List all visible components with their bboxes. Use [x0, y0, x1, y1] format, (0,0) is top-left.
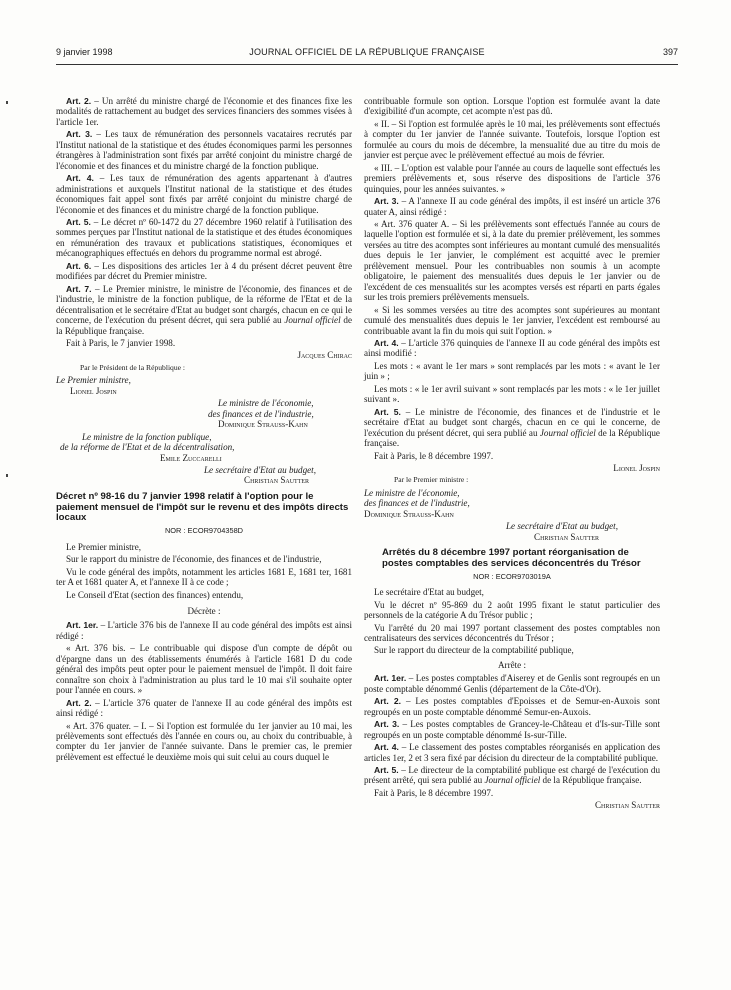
- page-header: [56, 47, 678, 61]
- arrete-article-4: Art. 4. – Le classement des postes comptables réorganisés en application des articles 1er, 2 et 3 sera fixé par décision du directeur de la comptabilité publique.: [364, 742, 660, 763]
- sb-name-right: Christian Sautter: [534, 531, 600, 542]
- eco-title-2: des finances et de l'industrie,: [208, 408, 314, 419]
- article-6: Art. 6. – Les dispositions des articles 1er à 4 du présent décret peuvent être modifiées par décret du Premier ministre.: [56, 260, 352, 282]
- article-3-quote-1: « Art. 376 quater A. – Si les prélèvements sont effectués l'année au cours de laquelle l'option est formulée et si, à la date du premier prélèvement, les sommes versées au titre des acomptes sont inférieures au montant cumulé des mensualités dues depuis le 1er janvier, le complément est acquitté avec le premier prélèvement mensuel. Pour les contribuables non soumis à un acompte obligatoire, le paiement des mensualités dues depuis le 1er janvier ou de l'excédent de ces mensualités sur les acomptes versés est réparti en parts égales sur les trois premiers prélèvements mensuels.: [364, 218, 660, 303]
- article-4-line-1: Les mots : « avant le 1er mars » sont remplacés par les mots : « avant le 1er juin » ;: [364, 360, 660, 382]
- article-4-right: Art. 4. – L'article 376 quinquies de l'annexe II au code général des impôts est ainsi modifié :: [364, 337, 660, 359]
- article-2: Art. 2. – Un arrêté du ministre chargé de l'économie et des finances fixe les modalités de rattachement au budget des services financiers des sommes visées à l'article 1er.: [56, 96, 352, 127]
- decrete: Décrète :: [187, 605, 221, 616]
- eco-name: Dominique Strauss-Kahn: [218, 419, 308, 430]
- arrete-article-2: Art. 2. – Les postes comptables d'Epoisses et de Semur-en-Auxois sont regroupés en un poste comptable dénommé Semur-en-Auxois.: [364, 696, 660, 717]
- sb-name: Christian Sautter: [244, 475, 310, 486]
- header-rule: [56, 64, 678, 65]
- eco-name-right: Dominique Strauss-Kahn: [364, 508, 454, 519]
- arretes-visa-3: Sur le rapport du directeur de la comptabilité publique,: [374, 645, 574, 656]
- journal-title: JOURNAL OFFICIEL DE LA RÉPUBLIQUE FRANÇAISE: [249, 47, 485, 57]
- arrete: Arrête :: [497, 659, 527, 670]
- article-7: Art. 7. – Le Premier ministre, le ministre de l'économie, des finances et de l'industrie, le ministre de la fonction publique, de la réforme de l'Etat et de la décentralisation et le secrétaire d'Etat au budget sont chargés, chacun en ce qui le concerne, de l'exécution du présent décret, qui sera publié au Journal officiel de la République française.: [56, 283, 352, 336]
- sb-title: Le secrétaire d'Etat au budget,: [204, 464, 316, 475]
- article-5-right: Art. 5. – Le ministre de l'économie, des finances et de l'industrie et le secrétaire d'Etat au budget sont chargés, chacun en ce qui le concerne, de l'exécution du présent décret, qui sera publié au Journal officiel de la République française.: [364, 406, 660, 449]
- decree-article-1: Art. 1er. – L'article 376 bis de l'annexe II au code général des impôts est ainsi rédigé :: [56, 620, 352, 641]
- arrete-article-5: Art. 5. – Le directeur de la comptabilité publique est chargé de l'exécution du présent arrêté, qui sera publié au Journal officiel de la République française.: [364, 764, 660, 786]
- fp-title-2: de la réforme de l'Etat et de la décentralisation,: [60, 442, 235, 453]
- signature-sautter: Christian Sautter: [594, 800, 660, 811]
- article-3-right: Art. 3. – A l'annexe II au code général des impôts, il est inséré un article 376 quater A, ainsi rédigé :: [364, 196, 660, 217]
- arretes-visa-1: Vu le décret nº 95-869 du 2 août 1995 fixant le statut particulier des personnels de la catégorie A du Trésor public ;: [364, 599, 660, 621]
- eco-title-1: Le ministre de l'économie,: [218, 398, 314, 409]
- decree-visa-1: Sur le rapport du ministre de l'économie, des finances et de l'industrie,: [66, 554, 322, 565]
- par-le-premier-ministre: Par le Premier ministre :: [394, 475, 469, 485]
- arrete-article-1: Art. 1er. – Les postes comptables d'Aiserey et de Genlis sont regroupés en un poste comptable dénommé Genlis (département de la Côte-d'Or).: [364, 673, 660, 694]
- arretes-nor: NOR : ECOR9703019A: [473, 571, 551, 581]
- par-le-president: Par le Président de la République :: [80, 362, 186, 372]
- signature-chirac: Jacques Chirac: [297, 350, 352, 361]
- fait-a-paris-arrete: Fait à Paris, le 8 décembre 1997.: [374, 787, 494, 798]
- arretes-p1: Le secrétaire d'Etat au budget,: [374, 587, 484, 598]
- header-date: 9 janvier 1998: [56, 47, 113, 57]
- article-5: Art. 5. – Le décret nº 60-1472 du 27 décembre 1960 relatif à l'utilisation des sommes perçues par l'Institut national de la statistique et des études économiques en rémunération des travaux et publications statistiques, économiques et mécanographiques effectués en dehors du programme normal est abrogé.: [56, 216, 352, 259]
- decree-visa-3: Le Conseil d'Etat (section des finances) entendu,: [66, 589, 244, 600]
- decree-pm: Le Premier ministre,: [66, 541, 142, 552]
- quote-iii: « III. – L'option est valable pour l'année au cours de laquelle sont effectués les premiers prélèvements et, sous réserve des dispositions de l'article 376 quinquies, pour les années suivantes. »: [364, 162, 660, 194]
- eco-title-2-right: des finances et de l'industrie,: [364, 498, 470, 509]
- margin-mark: [6, 474, 8, 477]
- quote-ii: « II. – Si l'option est formulée après le 10 mai, les prélèvements sont effectués à compter du 1er janvier de l'année suivante. Toutefois, lorsque l'option est formulée au cours du mois de décembre, la mensualité due au titre du mois de janvier est perçue avec le prélèvement effectué au mois de février.: [364, 118, 660, 161]
- article-3-quote-2: « Si les sommes versées au titre des acomptes sont supérieures au montant cumulé des mensualités dues depuis le 1er janvier, l'excédent est remboursé au contribuable avant la fin du mois qui suit l'option. »: [364, 304, 660, 336]
- decree-article-2-quote: « Art. 376 quater. – I. – Si l'option est formulée du 1er janvier au 10 mai, les prélèvements sont effectués dès l'année en cours ou, au choix du contribuable, à compter du 1er janvier de l'année suivante. Dans le premier cas, le premier prélèvement est effectué le deuxième mois qui suit celui au cours duquel le: [56, 720, 352, 762]
- article-4-line-2: Les mots : « le 1er avril suivant » sont remplacés par les mots : « le 1er juillet suivant ».: [364, 383, 660, 405]
- signature-jospin: Lionel Jospin: [613, 462, 660, 473]
- article-4: Art. 4. – Les taux de rémunération des agents appartenant à d'autres administrations et auxquels l'Institut national de la statistique et des études économiques fait appel sont fixés par arrêté conjoint du ministre chargé de l'économie et des finances et du ministre chargé de la fonction publique.: [56, 173, 352, 215]
- decree-article-2: Art. 2. – L'article 376 quater de l'annexe II au code général des impôts est ainsi rédigé :: [56, 697, 352, 719]
- fait-a-paris-right: Fait à Paris, le 8 décembre 1997.: [374, 450, 494, 461]
- page-number: 397: [662, 47, 678, 57]
- decree-title: Décret nº 98-16 du 7 janvier 1998 relatif à l'option pour le paiement mensuel de l'impôt sur le revenu et des impôts directs locaux: [56, 490, 349, 524]
- arretes-visa-2: Vu l'arrêté du 20 mai 1997 portant classement des postes comptables non centralisateurs des services déconcentrés du Trésor ;: [364, 622, 660, 643]
- continued-text: contribuable formule son option. Lorsque l'option est formulée avant la date d'exigibilité d'un acompte, cet acompte n'est pas dû.: [364, 96, 660, 117]
- decree-nor: NOR : ECOR9704358D: [164, 526, 244, 536]
- arrete-article-3: Art. 3. – Les postes comptables de Grancey-le-Château et d'Is-sur-Tille sont regroupés en un poste comptable dénommé Is-sur-Tille.: [364, 719, 660, 740]
- fp-title-1: Le ministre de la fonction publique,: [82, 431, 212, 442]
- pm-title: Le Premier ministre,: [56, 375, 131, 386]
- decree-article-1-quote: « Art. 376 bis. – Le contribuable qui dispose d'un compte de dépôt ou d'épargne dans un des établissements énumérés à l'article 1681 D du code général des impôts peut opter pour le paiement mensuel de l'impôt. Il doit faire connaître son choix à l'administration au plus tard le 10 mai s'il souhaite opter pour l'année en cours. »: [56, 643, 352, 696]
- fait-a-paris: Fait à Paris, le 7 janvier 1998.: [66, 337, 176, 348]
- margin-mark: [6, 101, 8, 104]
- article-3: Art. 3. – Les taux de rémunération des personnels vacataires recrutés par l'Institut national de la statistique et des études économiques parmi les personnes étrangères à l'administration sont fixés par arrêté conjoint du ministre chargé de l'économie et des finances et du ministre chargé de la fonction publique.: [56, 129, 352, 171]
- decree-visa-2: Vu le code général des impôts, notamment les articles 1681 E, 1681 ter, 1681 ter A et 1681 quater A, et l'annexe II à ce code ;: [56, 566, 352, 588]
- eco-title-1-right: Le ministre de l'économie,: [364, 487, 460, 498]
- fp-name: Emile Zuccarelli: [160, 452, 222, 463]
- left-column: [56, 96, 352, 764]
- arretes-title: Arrêtés du 8 décembre 1997 portant réorganisation de postes comptables des services déconcentrés du Trésor: [382, 547, 641, 569]
- sb-title-right: Le secrétaire d'Etat au budget,: [506, 521, 618, 532]
- pm-name: Lionel Jospin: [70, 385, 117, 396]
- right-column: [364, 96, 660, 813]
